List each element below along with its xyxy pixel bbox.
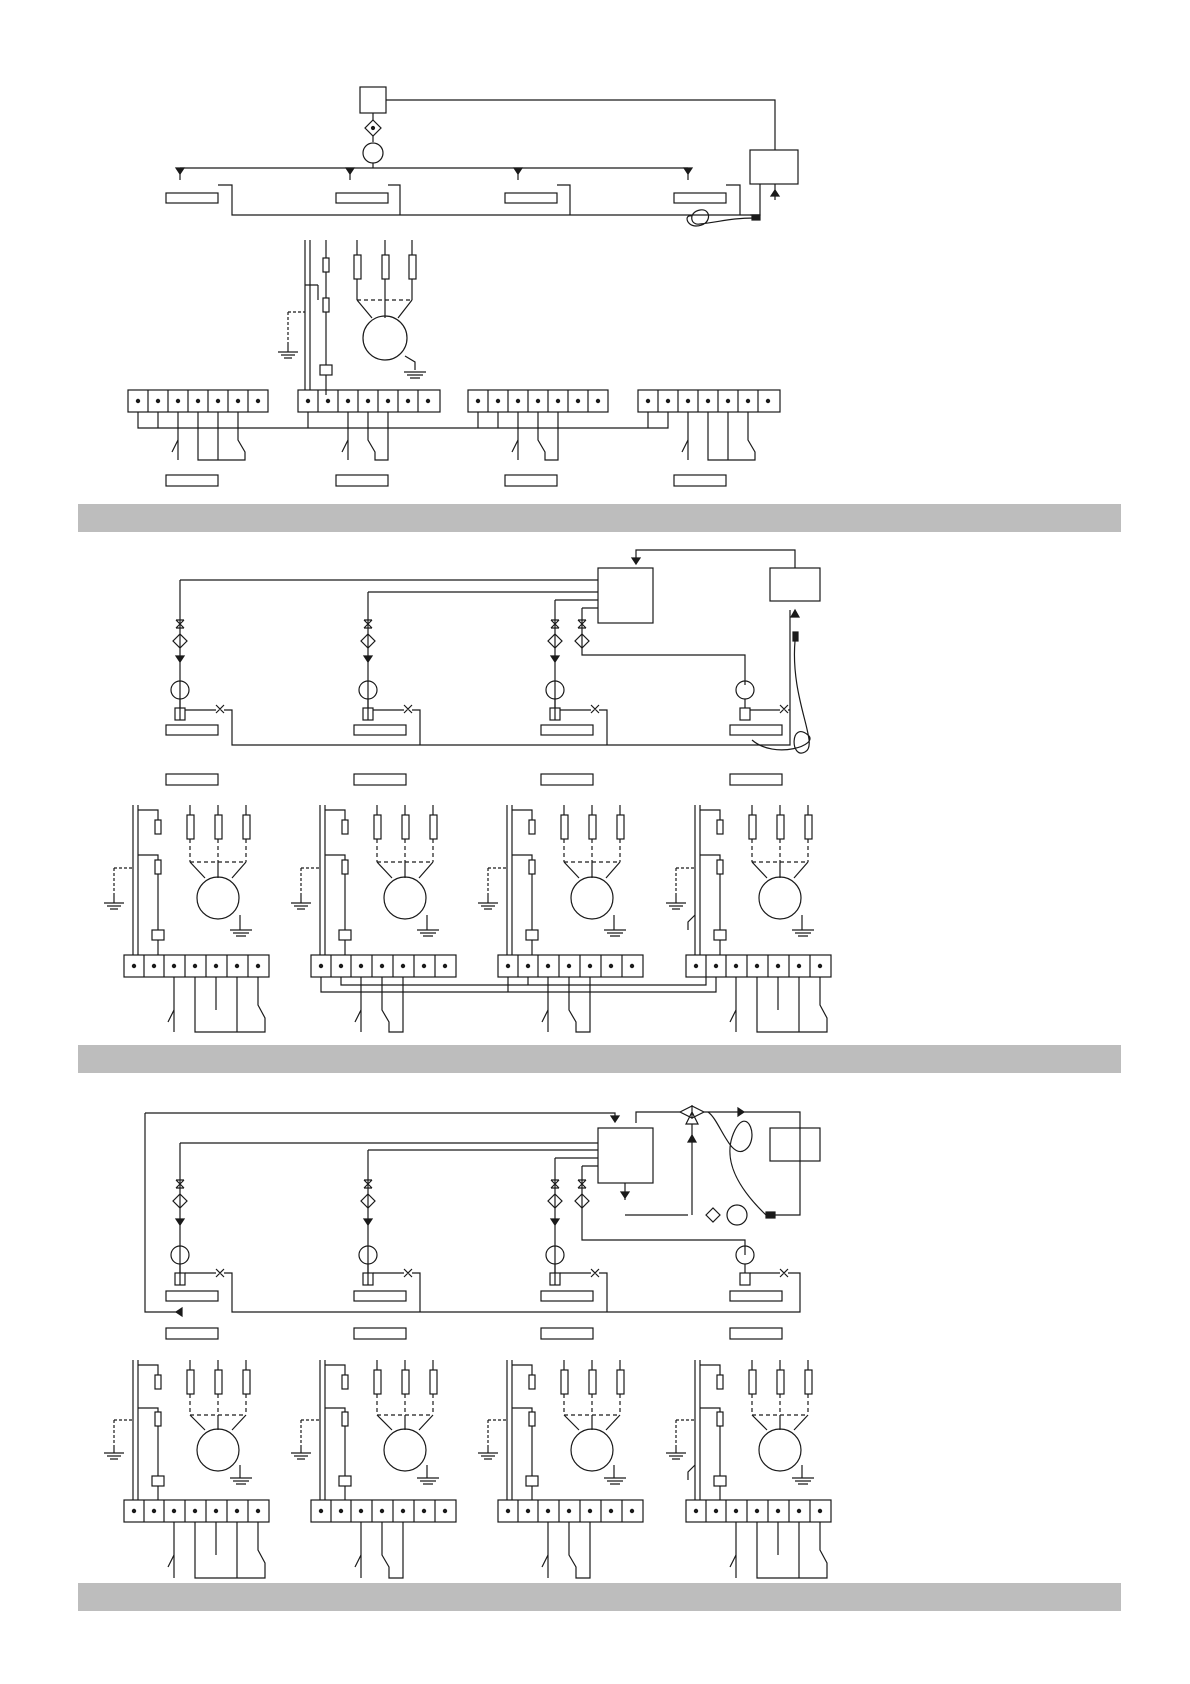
section-1-caption-band xyxy=(78,504,1121,532)
control-panel-box xyxy=(770,568,820,601)
earth-ground-icon xyxy=(404,372,426,378)
filter-icon xyxy=(365,120,381,136)
unit-3-label-box xyxy=(505,475,557,486)
panel-1 xyxy=(104,1360,252,1500)
non-return-valve-icon xyxy=(175,708,750,720)
pump-motor-icon xyxy=(171,1246,754,1264)
unit-4-bar xyxy=(674,193,726,203)
fuse-icon xyxy=(323,258,329,272)
filter-icon xyxy=(706,1208,720,1222)
terminal-block-icon xyxy=(124,955,831,977)
controller-box xyxy=(598,1128,653,1183)
unit-3-bar xyxy=(505,193,557,203)
section-3-caption-band xyxy=(78,1583,1121,1611)
panel-3 xyxy=(478,1360,626,1500)
panel-4 xyxy=(666,805,814,955)
section-1-hydraulic xyxy=(166,87,798,226)
capillary-sensor-icon xyxy=(687,210,760,226)
panel-1 xyxy=(104,805,252,955)
pump-motor-icon xyxy=(171,681,754,699)
ball-valve-icon xyxy=(176,620,586,628)
unit-3-label-box xyxy=(541,1328,593,1339)
pump-motor-icon xyxy=(363,143,383,163)
filter-icon xyxy=(173,634,589,648)
filter-icon xyxy=(173,1194,589,1208)
unit-1-label-box xyxy=(166,475,218,486)
unit-1-bar xyxy=(166,725,218,735)
unit-1-label-box xyxy=(166,1328,218,1339)
controller-box xyxy=(598,568,653,623)
terminal-block-icon xyxy=(124,1500,831,1522)
unit-3-bar xyxy=(541,725,593,735)
panel-2 xyxy=(291,805,439,955)
unit-2-bar xyxy=(354,725,406,735)
section-2-caption-band xyxy=(78,1045,1121,1073)
earth-ground-icon xyxy=(278,345,298,358)
unit-4-bar xyxy=(730,725,782,735)
pump-motor-icon xyxy=(363,316,407,360)
unit-2-label-box xyxy=(354,1328,406,1339)
unit-2-bar xyxy=(336,193,388,203)
non-return-valve-icon xyxy=(175,1273,750,1285)
unit-1-bar xyxy=(166,1291,218,1301)
terminal-block-icon xyxy=(128,390,780,412)
section-1-electrical xyxy=(128,240,780,486)
panel-4 xyxy=(666,1360,814,1500)
unit-2-label-box xyxy=(336,475,388,486)
control-panel-box xyxy=(770,1128,820,1161)
ball-valve-icon xyxy=(216,1269,788,1277)
panel-2 xyxy=(291,1360,439,1500)
unit-3-bar xyxy=(541,1291,593,1301)
controller-box xyxy=(360,87,386,113)
panel-3 xyxy=(478,805,626,955)
control-panel-box xyxy=(750,150,798,184)
section-2-electrical xyxy=(104,805,831,1032)
section-3-hydraulic xyxy=(145,1106,820,1339)
ball-valve-icon xyxy=(176,1180,586,1188)
unit-1-bar xyxy=(166,193,218,203)
section-2-hydraulic xyxy=(166,550,820,785)
flow-switch-box xyxy=(320,365,332,375)
unit-2-bar xyxy=(354,1291,406,1301)
capillary-sensor-icon xyxy=(708,1112,766,1215)
section-3-electrical xyxy=(104,1360,831,1578)
unit-2-label-box xyxy=(354,774,406,785)
unit-4-label-box xyxy=(674,475,726,486)
unit-3-label-box xyxy=(541,774,593,785)
unit-4-bar xyxy=(730,1291,782,1301)
unit-4-label-box xyxy=(730,774,782,785)
pump-motor-icon xyxy=(727,1205,747,1225)
ball-valve-icon xyxy=(216,705,788,713)
unit-1-label-box xyxy=(166,774,218,785)
three-way-valve-icon xyxy=(680,1106,704,1124)
unit-4-label-box xyxy=(730,1328,782,1339)
